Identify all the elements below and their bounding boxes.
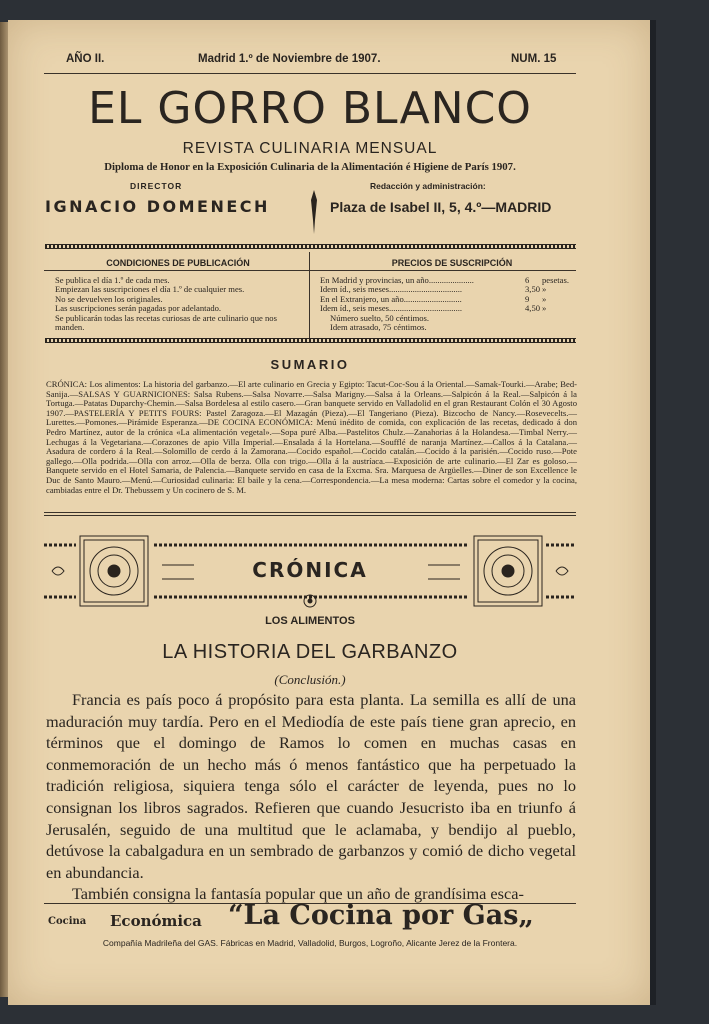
- director-name: IGNACIO DOMENECH: [45, 197, 270, 216]
- precio-label: Idem íd., seis meses..................................: [320, 303, 463, 314]
- issue-year: AÑO II.: [66, 53, 105, 65]
- header-rule: [44, 73, 576, 74]
- advert-slogan: “La Cocina por Gas„: [228, 900, 534, 931]
- ornamental-band-top: [45, 244, 576, 249]
- sumario-text: CRÓNICA: Los alimentos: La historia del garbanzo.—El arte culinario en Grecia y Egipto: Tacut-Coc-Sou á la Oriental.—Samak-Tourki.—Arabe; Bed-Sanija.—SALSAS Y GUARNICIONES: Salsa Rubens.—Salsa Novarre.—Salsa Marigny.—Salsa á la Orleans.—Salpicón á la Real.—Salpicón á la Tortuga.—Patatas Duparchy-Chemin.—Salsa Bordelesa al estilo casero.—Gran banquete servido en Valladolid en el gran Restaurant Colón el 30 Agosto 1907.—PASTELERÍA Y PETITS FOURS: Pastel Zaragoza.—El Mazagán (Pieza).—El Tangeriano (Pieza). Bizcocho de Nancy.—Rosevecelts.—Lurettes.—Pomones.—Pirámide Esperanza.—DE COCINA ECONÓMICA: Menú inédito de comida, con explicación de las recetas, dedicado á don Pedro Martínez, autor de la crónica «La alimentación vegetal».—Sopa puré Alba.—Pastelitos Chulz.—Zanahorias á la Holandesa.—Timbal Nerry.—Lechugas á la Vegetariana.—Corazones de apio Villa Imperial.—Ensalada á la Hortelana.—Soufflé de naranja Martínez.—Callos á la Catalana.—Asadura de cordero á la Real.—Solomillo de cerdo á la Zamorana.—Cocido español.—Cocido catalán.—Cocido á la parisién.—Cocido ruso.—Pote gallego.—Olla podrida.—Olla con arroz.—Olla de berza. Olla con trigo.—Olla á la austríaca.—Exposición de arte culinario.—El Zar es goloso.—Banquete servido en el Hotel Samaria, de Palencia.—Banquete servido en casa de la Excma. Sra. Marquesa de Argüelles.—Diner de son Excellence le Duc de Santo Mauro.—Menú.—Curiosidad culinaria: El baile y la cena.—Correspondencia.—La mesa moderna: Cartas sobre el comedor y la cocina, cambiadas entre el Dr. Thebussem y Un cocinero de S. M.: [46, 379, 577, 495]
- redaccion-address: Plaza de Isabel II, 5, 4.º—MADRID: [330, 199, 552, 215]
- condiciones-heading: CONDICIONES DE PUBLICACIÓN: [106, 258, 250, 268]
- precios-rule: [310, 270, 576, 271]
- advert-label-cocina: Cocina: [48, 916, 87, 927]
- condicion-line: Empiezan las suscripciones el día 1.º de cualquier mes.: [55, 284, 245, 295]
- article-body: [46, 689, 576, 905]
- precio-value: 6: [525, 275, 530, 285]
- director-label: DIRECTOR: [130, 181, 183, 191]
- sumario-rule: [44, 512, 576, 513]
- masthead-title: EL GORRO BLANCO: [88, 83, 532, 134]
- precio-unit: »: [542, 284, 547, 295]
- precios-heading: PRECIOS DE SUSCRIPCIÓN: [391, 258, 513, 268]
- condicion-line: No se devuelven los originales.: [55, 293, 163, 304]
- advert-label-economica: Económica: [110, 912, 202, 930]
- advert-company: Compañía Madrileña del GAS. Fábricas en Madrid, Valladolid, Burgos, Logroño, Alicante Jerez de la Frontera.: [102, 938, 518, 948]
- precio-row: [320, 304, 576, 313]
- cronica-heading: CRÓNICA: [252, 558, 368, 582]
- ornamental-band-middle: [45, 338, 576, 343]
- diploma-line: Diploma de Honor en la Exposición Culinaria de la Alimentación é Higiene de París 1907.: [104, 161, 516, 173]
- precio-value: 3,50: [525, 284, 541, 295]
- condicion-line: Se publica el día 1.º de cada mes.: [55, 275, 170, 285]
- issue-number: NUM. 15: [511, 53, 557, 65]
- page-edge-shadow: [650, 20, 656, 1005]
- cronica-section: LOS ALIMENTOS: [265, 615, 355, 627]
- precio-value: 4,50: [525, 303, 541, 314]
- precio-extra: Idem atrasado, 75 céntimos.: [330, 321, 427, 332]
- precio-value: 9: [525, 293, 530, 304]
- precio-label: Idem íd., seis meses..................................: [320, 284, 463, 295]
- condiciones-rule: [44, 270, 309, 271]
- condiciones-list: [47, 276, 305, 332]
- precios-list: [320, 276, 576, 332]
- sumario-heading: SUMARIO: [270, 357, 350, 372]
- precio-extra: Número suelto, 50 céntimos.: [330, 312, 430, 323]
- sumario-rule-double: [44, 515, 576, 516]
- article-paragraph: Francia es país poco á propósito para esta planta. La semilla es allí de una maduración muy tardía. Pero en el Mediodía de este país tiene gran aprecio, en términos que el domingo de Ramos lo comen en muchas casas en conmemoración de un hecho más ó menos fantástico que ha perpetuado la tradición religiosa, siquiera tenga sólo el carácter de leyenda, pues no lo consignan los libros sagrados. Refieren que cuando Jesucristo iba en triunfo á Jerusalén, seguido de una multitud que le aclamaba, y bendijo al pueblo, detúvose la cabalgadura en un sembrado de garbanzos y comió de dicho vegetal en abundancia.: [46, 690, 576, 882]
- article-title: LA HISTORIA DEL GARBANZO: [162, 641, 458, 663]
- redaccion-label: Redacción y administración:: [370, 181, 486, 191]
- precio-unit: »: [542, 293, 547, 304]
- column-divider: [309, 252, 310, 338]
- article-paragraph: También consigna la fantasía popular que un año de grandísima esca-: [72, 884, 524, 904]
- masthead-subtitle: REVISTA CULINARIA MENSUAL: [182, 140, 438, 157]
- precio-label: En Madrid y provincias, un año.....................: [320, 275, 474, 285]
- issue-header: [56, 53, 563, 71]
- precio-unit: pesetas.: [542, 275, 569, 285]
- condicion-line: Se publicarán todas las recetas curiosas de arte culinario que nos manden.: [55, 312, 277, 333]
- precio-unit: »: [542, 303, 547, 314]
- article-note: (Conclusión.): [274, 672, 346, 687]
- condicion-line: Las suscripciones serán pagadas por adelantado.: [55, 303, 222, 314]
- quill-pen-icon: [309, 190, 319, 234]
- precio-label: En el Extranjero, un año...........................: [320, 293, 462, 304]
- issue-date: Madrid 1.º de Noviembre de 1907.: [198, 53, 381, 65]
